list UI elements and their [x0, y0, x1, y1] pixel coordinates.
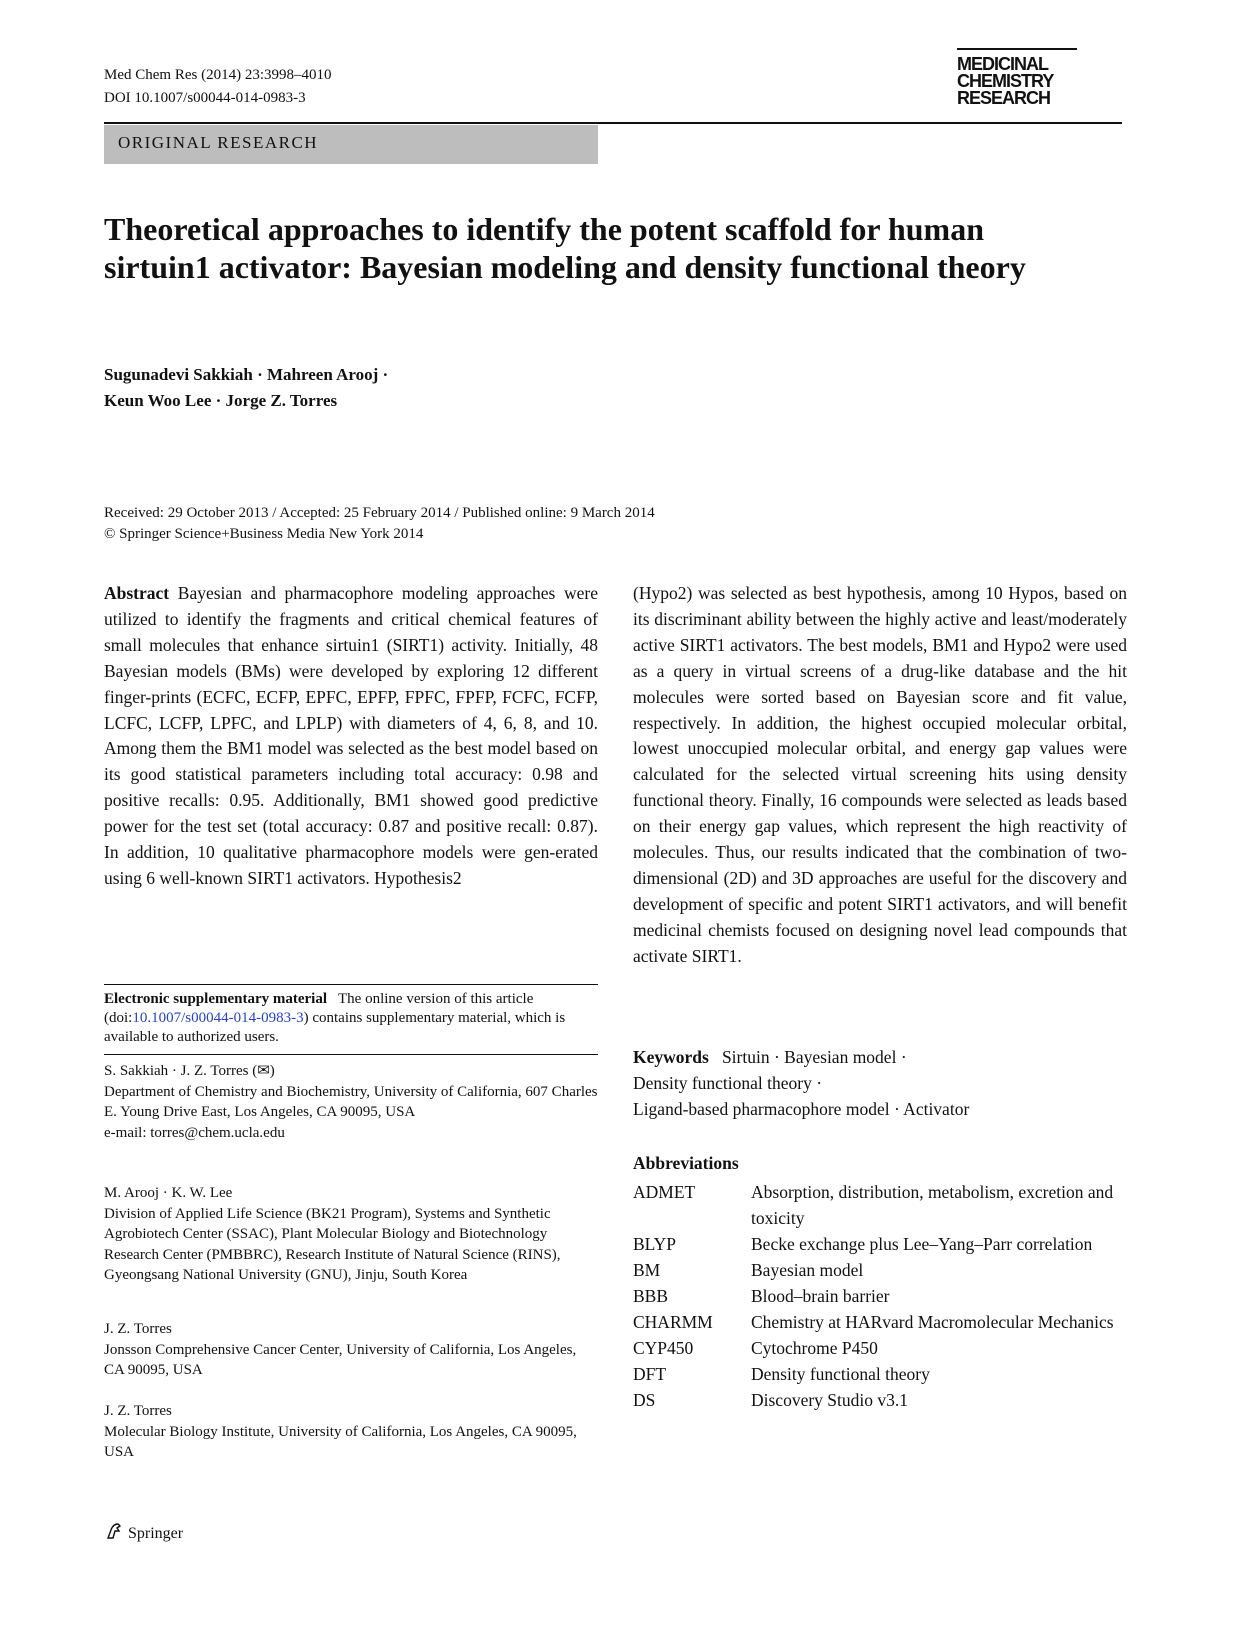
- esm-label: Electronic supplementary material: [104, 991, 328, 1007]
- abstract-text-left: Bayesian and pharmacophore modeling approaches were utilized to identify the fragments and critical chemical features of small molecules that enhance sirtuin1 (SIRT1) activity. Initially, 48 Bayesian models (BMs) were developed by exploring 12 different finger-prints (ECFC, ECFP, EPFC, EPFP, FPFC, FPFP, FCFC, FCFP, LCFC, LCFP, LPFC, and LPLP) with diameters of 4, 6, 8, and 10. Among them the BM1 model was selected as the best model based on its good statistical parameters including total accuracy: 0.98 and positive recalls: 0.95. Additionally, BM1 showed good predictive power for the test set (total accuracy: 0.87 and positive recall: 0.87). In addition, 10 qualitative pharmacophore models were gen-erated using 6 well-known SIRT1 activators. Hypothesis2: [104, 583, 599, 888]
- abbr-definition: Cytochrome P450: [751, 1338, 878, 1358]
- springer-horse-icon: [104, 1521, 124, 1546]
- abbr-term: BM: [633, 1260, 661, 1280]
- abbreviation-row: [633, 1335, 1127, 1361]
- affiliation-divider: [104, 1054, 598, 1055]
- article-title: Theoretical approaches to identify the potent scaffold for human sirtuin1 activator: Bayesian modeling and density functional theory: [104, 211, 1026, 285]
- abbr-term: CYP450: [633, 1338, 694, 1358]
- abbr-definition: Absorption, distribution, metabolism, excretion and toxicity: [751, 1182, 1114, 1228]
- affiliation-4: [104, 1401, 598, 1463]
- section-label-bar: [104, 125, 598, 164]
- affiliation-1: [104, 1061, 598, 1143]
- keywords-label: Keywords: [633, 1047, 709, 1067]
- esm-divider: [104, 984, 598, 985]
- affiliation-address: Department of Chemistry and Biochemistry, University of California, 607 Charles E. Young Drive East, Los Angeles, CA 90095, USA: [104, 1083, 598, 1120]
- affiliation-names: J. Z. Torres: [104, 1403, 172, 1419]
- keywords-line-2: Density functional theory ·: [633, 1073, 823, 1093]
- journal-logo: [957, 48, 1077, 107]
- logo-line-2: CHEMISTRY: [957, 71, 1054, 91]
- abbreviation-row: [633, 1387, 1127, 1413]
- logo-line-1: MEDICINAL: [957, 54, 1048, 74]
- affiliation-2: [104, 1183, 598, 1286]
- abbreviation-row: [633, 1257, 1127, 1283]
- journal-reference: [104, 64, 331, 110]
- abbr-term: BLYP: [633, 1234, 676, 1254]
- keywords: [633, 1044, 1127, 1122]
- abbreviation-row: [633, 1231, 1127, 1257]
- abbreviation-row: [633, 1361, 1127, 1387]
- journal-citation: Med Chem Res (2014) 23:3998–4010: [104, 67, 332, 83]
- esm-text-2: ) contains supplementary material, which is available to authorized users.: [104, 1010, 566, 1045]
- abstract-right-column: (Hypo2) was selected as best hypothesis, among 10 Hypos, based on its discriminant ability between the highly active and least/moderately active SIRT1 activators. The best models, BM1 and Hypo2 were used as a query in virtual screens of a drug-like database and the hit molecules were sorted based on Bayesian score and fit value, respectively. In addition, the highest occupied molecular orbital, lowest unoccupied molecular orbital, and energy gap values were calculated for the selected virtual screening hits using density functional theory. Finally, 16 compounds were selected as leads based on their energy gap values, which represent the high reactivity of molecules. Thus, our results indicated that the combination of two-dimensional (2D) and 3D approaches are useful for the discovery and development of specific and potent SIRT1 activators, and will benefit medicinal chemists focused on designing novel lead compounds that activate SIRT1.: [633, 583, 1127, 966]
- authors-line-2: Keun Woo Lee · Jorge Z. Torres: [104, 391, 338, 410]
- publisher-name: Springer: [128, 1524, 184, 1542]
- author-list: [104, 362, 388, 414]
- esm-text-1: The online version of this article (doi:: [104, 991, 534, 1026]
- abbr-term: DFT: [633, 1364, 667, 1384]
- abbr-term: CHARMM: [633, 1312, 713, 1332]
- abbr-definition: Chemistry at HARvard Macromolecular Mechanics: [751, 1312, 1114, 1332]
- abbr-definition: Becke exchange plus Lee–Yang–Parr correlation: [751, 1234, 1093, 1254]
- abbr-definition: Blood–brain barrier: [751, 1286, 890, 1306]
- page-footer: [104, 1521, 183, 1546]
- authors-line-1: Sugunadevi Sakkiah · Mahreen Arooj ·: [104, 365, 389, 384]
- abbr-definition: Discovery Studio v3.1: [751, 1390, 909, 1410]
- abbreviation-row: [633, 1283, 1127, 1309]
- affiliation-address: Division of Applied Life Science (BK21 Program), Systems and Synthetic Agrobiotech Center (SSAC), Plant Molecular Biology and Biotechnology Research Center (PMBBRC), Research Institute of Natural Science (RINS), Gyeongsang National University (GNU), Jinju, South Korea: [104, 1205, 561, 1283]
- doi: DOI 10.1007/s00044-014-0983-3: [104, 90, 306, 106]
- header-rule: [104, 122, 1122, 124]
- affiliation-address: Molecular Biology Institute, University of California, Los Angeles, CA 90095, USA: [104, 1423, 577, 1460]
- abstract-label: Abstract: [104, 583, 170, 603]
- supplementary-note: [104, 990, 598, 1047]
- abbr-definition: Bayesian model: [751, 1260, 864, 1280]
- logo-line-3: RESEARCH: [957, 88, 1051, 108]
- affiliation-names: M. Arooj · K. W. Lee: [104, 1185, 233, 1201]
- history-dates: Received: 29 October 2013 / Accepted: 25 February 2014 / Published online: 9 March 2014: [104, 505, 655, 521]
- affiliation-3: [104, 1319, 598, 1381]
- affiliation-names: J. Z. Torres: [104, 1321, 172, 1337]
- keywords-line-3: Ligand-based pharmacophore model · Activator: [633, 1099, 970, 1119]
- esm-doi-link[interactable]: 10.1007/s00044-014-0983-3: [132, 1010, 304, 1026]
- abbr-definition: Density functional theory: [751, 1364, 930, 1384]
- affiliation-names: S. Sakkiah · J. Z. Torres (✉): [104, 1063, 275, 1079]
- abbreviations-heading: Abbreviations: [633, 1153, 739, 1173]
- abbr-term: ADMET: [633, 1182, 696, 1202]
- abbr-term: BBB: [633, 1286, 669, 1306]
- abbr-term: DS: [633, 1390, 656, 1410]
- abbreviations-table: [633, 1179, 1127, 1413]
- copyright: © Springer Science+Business Media New York 2014: [104, 526, 424, 542]
- abbreviation-row: [633, 1179, 1127, 1231]
- publication-dates: [104, 503, 655, 545]
- corresponding-email: e-mail: torres@chem.ucla.edu: [104, 1124, 285, 1141]
- affiliation-address: Jonsson Comprehensive Cancer Center, University of California, Los Angeles, CA 90095, USA: [104, 1341, 577, 1378]
- section-label: ORIGINAL RESEARCH: [118, 133, 319, 152]
- abstract-left-column: [104, 581, 598, 892]
- abbreviation-row: [633, 1309, 1127, 1335]
- keywords-line-1: Sirtuin · Bayesian model ·: [721, 1047, 907, 1067]
